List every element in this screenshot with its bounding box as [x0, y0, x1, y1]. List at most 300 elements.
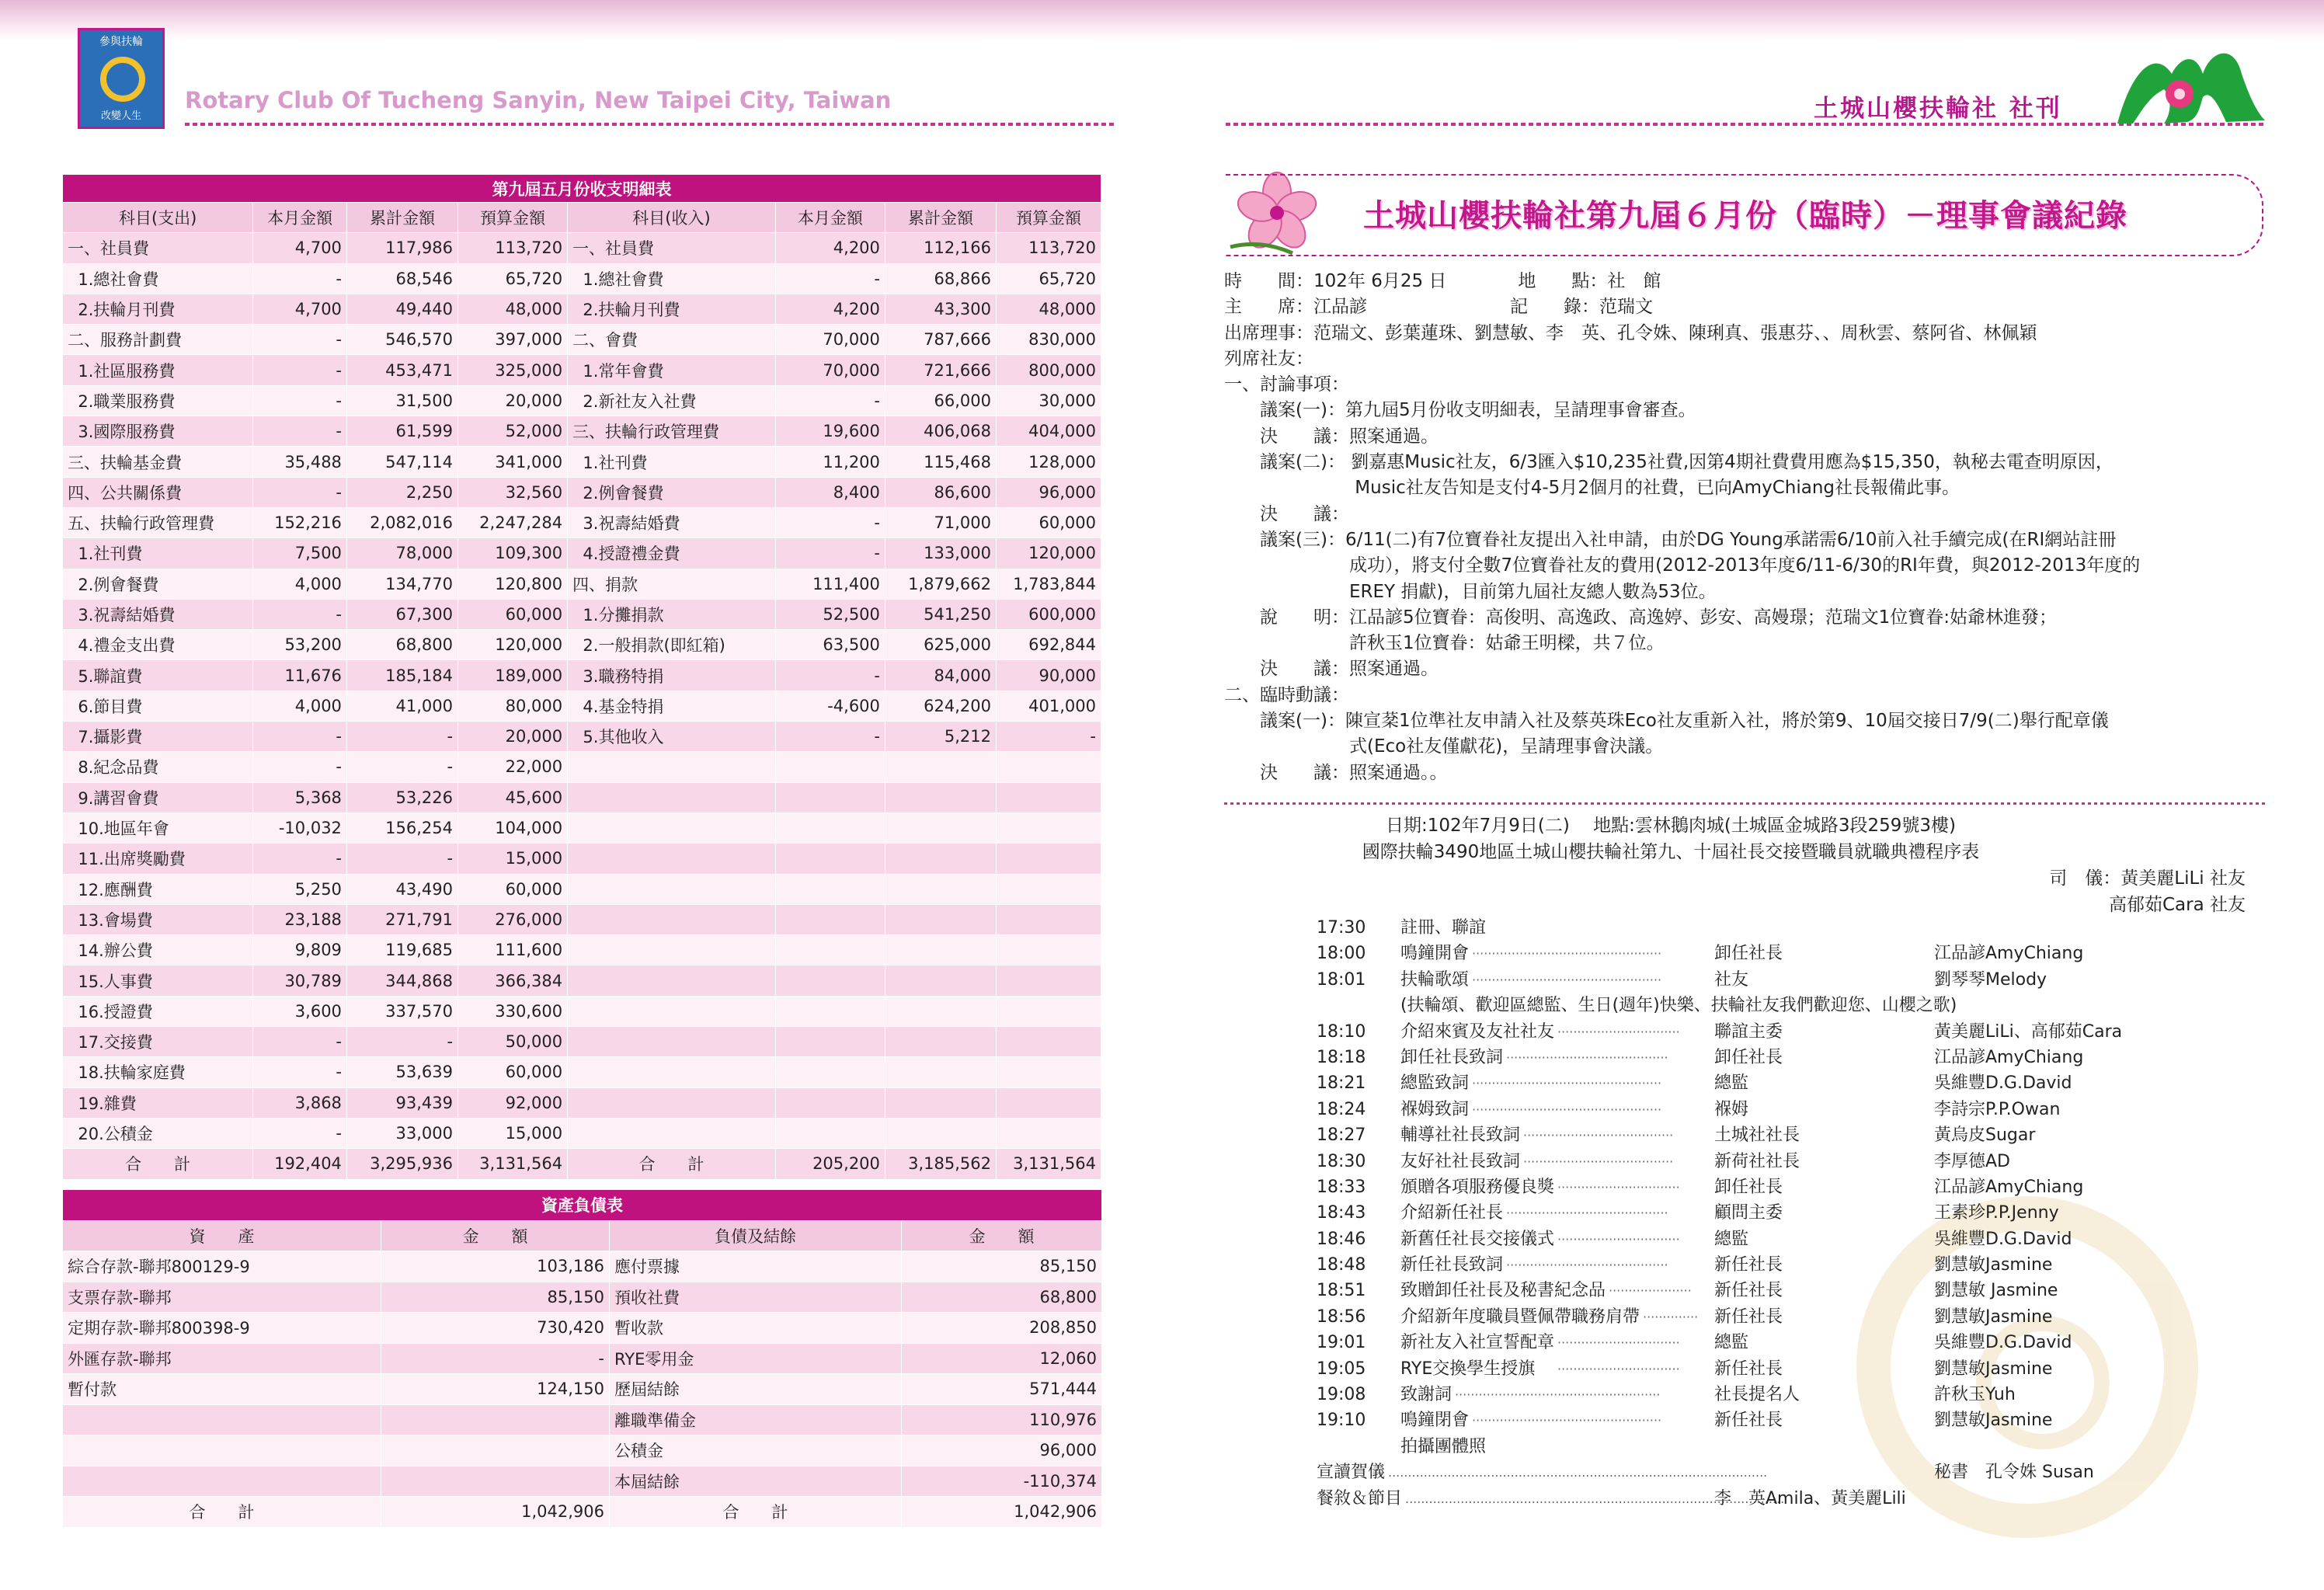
minutes-line: 決 議：: [1224, 503, 1349, 524]
program-time: 18:00: [1317, 944, 1366, 964]
table-header-cell: 金 額: [381, 1220, 610, 1251]
amount-cell: 625,000: [885, 630, 996, 660]
amount-cell: [775, 752, 885, 782]
amount-cell: -: [346, 722, 457, 752]
program-activity: 拍攝團體照: [1400, 1436, 1487, 1456]
program-activity: 新舊任社長交接儀式: [1400, 1229, 1555, 1249]
account-cell: 1.常年會費: [568, 355, 776, 385]
account-cell: [568, 904, 776, 934]
amount-cell: 19,600: [775, 416, 885, 447]
program-role: 顧問主委: [1714, 1203, 1783, 1223]
amount-cell: [381, 1466, 610, 1497]
account-cell: 應付票據: [610, 1251, 902, 1282]
dot-leader: ·······························: [1557, 1024, 1680, 1039]
account-cell: [568, 965, 776, 996]
amount-cell: 31,500: [346, 385, 457, 416]
amount-cell: 48,000: [458, 294, 568, 324]
amount-cell: 65,720: [458, 263, 568, 294]
account-cell: RYE零用金: [610, 1343, 902, 1374]
amount-cell: [775, 1027, 885, 1057]
amount-cell: 3,600: [253, 996, 347, 1026]
amount-cell: 134,770: [346, 569, 457, 599]
account-cell: 本屆結餘: [610, 1466, 902, 1497]
account-cell: 1.社區服務費: [63, 355, 253, 385]
top-band: [0, 0, 2324, 40]
amount-cell: -: [253, 416, 347, 447]
amount-cell: -: [346, 1027, 457, 1057]
table-row: [63, 477, 1101, 507]
amount-cell: [775, 844, 885, 874]
header-rule-left: [185, 123, 1117, 126]
amount-cell: -10,032: [253, 812, 347, 843]
program-activity: 致謝詞: [1400, 1385, 1452, 1405]
table-row: [63, 812, 1101, 843]
amount-cell: 1,042,906: [381, 1497, 610, 1528]
account-cell: 二、服務計劃費: [63, 325, 253, 355]
minutes-line: 決 議：照案通過。: [1224, 659, 1439, 680]
account-cell: 5.聯誼費: [63, 660, 253, 691]
program-person: 王素珍P.P.Jenny: [1934, 1203, 2059, 1223]
amount-cell: 404,000: [997, 416, 1101, 447]
amount-cell: 5,212: [885, 722, 996, 752]
table-row: [63, 1374, 1102, 1405]
amount-cell: 2,250: [346, 477, 457, 507]
account-cell: [63, 1466, 381, 1497]
amount-cell: 65,720: [997, 263, 1101, 294]
amount-cell: -: [775, 385, 885, 416]
program-activity: 註冊、聯誼: [1400, 918, 1487, 938]
table-row: [63, 263, 1101, 294]
amount-cell: 68,800: [346, 630, 457, 660]
program-role: 土城社社長: [1714, 1126, 1800, 1146]
program-time: 19:01: [1317, 1333, 1366, 1353]
account-cell: 暫收款: [610, 1313, 902, 1344]
amount-cell: 12,060: [902, 1343, 1102, 1374]
amount-cell: 4,700: [253, 294, 347, 324]
amount-cell: 397,000: [458, 325, 568, 355]
amount-cell: 66,000: [885, 385, 996, 416]
balance-sheet-table: [62, 1189, 1102, 1528]
amount-cell: 547,114: [346, 447, 457, 477]
rotary-wheel-icon: [100, 57, 145, 102]
program-role: 新任社長: [1714, 1281, 1783, 1301]
amount-cell: [885, 844, 996, 874]
account-cell: 14.辦公費: [63, 935, 253, 965]
program-role: 新任社長: [1714, 1306, 1783, 1327]
account-cell: 合 計: [610, 1497, 902, 1528]
account-cell: 6.節目費: [63, 691, 253, 721]
minutes-line: 一、討論事項：: [1224, 374, 1349, 395]
amount-cell: 133,000: [885, 538, 996, 569]
table-row: [63, 1251, 1102, 1282]
amount-cell: 830,000: [997, 325, 1101, 355]
amount-cell: 84,000: [885, 660, 996, 691]
amount-cell: 624,200: [885, 691, 996, 721]
table-header-cell: 金 額: [902, 1220, 1102, 1251]
program-time: 18:30: [1317, 1151, 1366, 1171]
program-activity: 介紹新年度職員暨佩帶職務肩帶: [1400, 1306, 1640, 1327]
table-row: [63, 844, 1101, 874]
table-row: [63, 965, 1101, 996]
account-cell: 3.祝壽結婚費: [63, 599, 253, 629]
program-time: 19:08: [1317, 1385, 1366, 1405]
minutes-line: EREY 捐獻)，目前第九屆社友總人數為53位。: [1224, 581, 1717, 602]
account-cell: 支票存款-聯邦: [63, 1282, 381, 1313]
minutes-line: 成功），將支付全數7位寶眷社友的費用(2012-2013年度6/11-6/30的RI年費，與2012-2013年度的: [1224, 555, 2141, 576]
dot-leader: ······································: [1523, 1128, 1674, 1143]
minutes-line: 許秋玉1位寶眷：姑爺王明樑，共７位。: [1224, 633, 1665, 654]
minutes-line: 議案(一)：第九屆5月份收支明細表，呈請理事會審查。: [1224, 400, 1696, 421]
amount-cell: 115,468: [885, 447, 996, 477]
amount-cell: [885, 935, 996, 965]
amount-cell: 109,300: [458, 538, 568, 569]
amount-cell: -: [997, 722, 1101, 752]
amount-cell: 113,720: [458, 233, 568, 263]
minutes-line: 出席理事：范瑞文、彭葉蓮珠、劉慧敏、李 英、孔令姝、陳琍真、張惠芬、、周秋雲、蔡阿省、林佩穎: [1224, 322, 2037, 343]
amount-cell: 60,000: [458, 874, 568, 904]
amount-cell: -: [253, 477, 347, 507]
table-row: [63, 722, 1101, 752]
program-time: 18:10: [1317, 1021, 1366, 1042]
account-cell: 10.地區年會: [63, 812, 253, 843]
amount-cell: -: [253, 844, 347, 874]
account-cell: 19.雜費: [63, 1087, 253, 1118]
amount-cell: 67,300: [346, 599, 457, 629]
account-cell: 3.職務特捐: [568, 660, 776, 691]
amount-cell: 9,809: [253, 935, 347, 965]
amount-cell: 53,226: [346, 782, 457, 812]
table-row: [63, 874, 1101, 904]
minutes-line: 議案(三)：6/11(二)有7位寶眷社友提出入社申請，由於DG Young承諾需6/10前入社手續完成(在RI網站註冊: [1224, 529, 2117, 550]
amount-cell: [775, 1057, 885, 1087]
amount-cell: -: [253, 355, 347, 385]
program-role: 褓姆: [1714, 1099, 1749, 1119]
account-cell: 8.紀念品費: [63, 752, 253, 782]
amount-cell: 721,666: [885, 355, 996, 385]
account-cell: 4.禮金支出費: [63, 630, 253, 660]
amount-cell: 96,000: [997, 477, 1101, 507]
amount-cell: 600,000: [997, 599, 1101, 629]
account-cell: 暫付款: [63, 1374, 381, 1405]
table-row: [63, 1404, 1102, 1435]
account-cell: 3.祝壽結婚費: [568, 507, 776, 538]
program-activity: 餐敘＆節目: [1317, 1488, 1403, 1508]
amount-cell: 156,254: [346, 812, 457, 843]
amount-cell: [997, 935, 1101, 965]
minutes-line: 列席社友：: [1224, 348, 1313, 369]
amount-cell: [997, 874, 1101, 904]
amount-cell: 33,000: [346, 1118, 457, 1148]
amount-cell: 117,986: [346, 233, 457, 263]
table-header-cell: 科目(支出): [63, 203, 253, 233]
program-activity: 新任社長致詞: [1400, 1255, 1504, 1275]
program-role: 社友: [1714, 969, 1749, 990]
program-time: 19:05: [1317, 1359, 1366, 1379]
program-time: 18:51: [1317, 1281, 1366, 1301]
program-person: 江品諺AmyChiang: [1934, 944, 2084, 964]
amount-cell: [997, 812, 1101, 843]
program-person: 許秋玉Yuh: [1934, 1385, 2016, 1405]
dot-leader: ················································: [1472, 946, 1662, 962]
amount-cell: [775, 935, 885, 965]
table-row: [63, 1149, 1101, 1179]
amount-cell: [997, 844, 1101, 874]
amount-cell: 15,000: [458, 1118, 568, 1148]
program-activity: 介紹新任社長: [1400, 1203, 1504, 1223]
amount-cell: 78,000: [346, 538, 457, 569]
amount-cell: 52,500: [775, 599, 885, 629]
account-cell: [568, 1057, 776, 1087]
amount-cell: 571,444: [902, 1374, 1102, 1405]
amount-cell: -: [253, 1027, 347, 1057]
account-cell: [63, 1404, 381, 1435]
dot-leader: ·······························: [1557, 1179, 1680, 1195]
account-cell: 合 計: [63, 1149, 253, 1179]
account-cell: 一、社員費: [63, 233, 253, 263]
amount-cell: [775, 965, 885, 996]
amount-cell: 120,000: [458, 630, 568, 660]
table-header-cell: 本月金額: [253, 203, 347, 233]
account-cell: 9.講習會費: [63, 782, 253, 812]
amount-cell: 23,188: [253, 904, 347, 934]
amount-cell: 189,000: [458, 660, 568, 691]
amount-cell: 70,000: [775, 355, 885, 385]
account-cell: 18.扶輪家庭費: [63, 1057, 253, 1087]
table-row: [63, 1282, 1102, 1313]
account-cell: 1.總社會費: [63, 263, 253, 294]
dot-leader: ·········································: [1506, 1049, 1668, 1065]
account-cell: 20.公積金: [63, 1118, 253, 1148]
program-activity: 友好社社長致詞: [1400, 1151, 1521, 1171]
account-cell: 7.攝影費: [63, 722, 253, 752]
program-role: 社長提名人: [1714, 1385, 1800, 1405]
minutes-line: 式(Eco社友僅獻花)，呈請理事會決議。: [1224, 736, 1664, 757]
amount-cell: 4,000: [253, 691, 347, 721]
dot-leader: ................................................................................................: [1405, 1491, 1785, 1506]
income-expense-table: [62, 174, 1101, 1180]
minutes-line: 決 議：照案通過。: [1224, 426, 1439, 447]
dot-leader: ................................................................................................: [1388, 1465, 1768, 1480]
table-header-cell: 預算金額: [458, 203, 568, 233]
amount-cell: 2,082,016: [346, 507, 457, 538]
amount-cell: 337,570: [346, 996, 457, 1026]
dot-leader: ·······························: [1557, 1335, 1680, 1351]
account-cell: [568, 874, 776, 904]
table-row: [63, 1027, 1101, 1057]
program-time: 19:10: [1317, 1411, 1366, 1431]
minutes-line: 議案(一)：陳宣棻1位準社友申請入社及蔡英珠Eco社友重新入社，將於第9、10屆交接日7/9(二)舉行配章儀: [1224, 711, 2109, 732]
amount-cell: [997, 1027, 1101, 1057]
minutes-line: 議案(二)： 劉嘉惠Music社友，6/3匯入$10,235社費,因第4期社費費用應為$15,350，執秘去電查明原因，: [1224, 452, 2114, 473]
minutes-line: 說 明：江品諺5位寶眷：高俊明、高逸政、高逸婷、彭安、高嫚璟；范瑞文1位寶眷:姑爺林進發；: [1224, 607, 2058, 628]
amount-cell: 3,131,564: [997, 1149, 1101, 1179]
table-header-cell: 累計金額: [885, 203, 996, 233]
dot-leader: ················································: [1472, 1076, 1662, 1091]
amount-cell: [885, 812, 996, 843]
account-cell: 一、社員費: [568, 233, 776, 263]
amount-cell: 341,000: [458, 447, 568, 477]
account-cell: [568, 812, 776, 843]
table-header-cell: 科目(收入): [568, 203, 776, 233]
amount-cell: 330,600: [458, 996, 568, 1026]
amount-cell: -: [775, 722, 885, 752]
table-row: [63, 233, 1101, 263]
amount-cell: 546,570: [346, 325, 457, 355]
program-date-place: 日期:102年7月9日(二) 地點:雲林鵝肉城(土城區金城路3段259號3樓): [1385, 816, 1957, 836]
program-person: 黃美麗LiLi、高郁茹Cara: [1934, 1021, 2123, 1042]
amount-cell: [775, 996, 885, 1026]
amount-cell: -: [253, 325, 347, 355]
program-title: 國際扶輪3490地區土城山櫻扶輪社第九、十屆社長交接暨職員就職典禮程序表: [1362, 842, 1980, 862]
account-cell: [568, 1087, 776, 1118]
rotary-logo: [78, 28, 165, 129]
amount-cell: [381, 1404, 610, 1435]
amount-cell: 124,150: [381, 1374, 610, 1405]
amount-cell: 5,250: [253, 874, 347, 904]
account-cell: 2.扶輪月刊費: [568, 294, 776, 324]
program-time: 18:01: [1317, 969, 1366, 990]
amount-cell: [997, 1087, 1101, 1118]
table-row: [63, 782, 1101, 812]
table-row: [63, 660, 1101, 691]
amount-cell: 205,200: [775, 1149, 885, 1179]
program-activity: 鳴鐘開會: [1400, 944, 1470, 964]
minutes-line: 時 間：102年 6月25 日 地 點：社 館: [1224, 271, 1661, 291]
amount-cell: -: [253, 385, 347, 416]
amount-cell: [775, 904, 885, 934]
amount-cell: 60,000: [458, 1057, 568, 1087]
program-role: 聯誼主委: [1714, 1021, 1783, 1042]
account-cell: [568, 1027, 776, 1057]
cherry-blossom-logo: [2110, 43, 2268, 136]
program-time: 18:24: [1317, 1099, 1366, 1119]
amount-cell: [885, 1057, 996, 1087]
amount-cell: 325,000: [458, 355, 568, 385]
amount-cell: 4,200: [775, 294, 885, 324]
amount-cell: 128,000: [997, 447, 1101, 477]
amount-cell: [997, 1057, 1101, 1087]
amount-cell: 15,000: [458, 844, 568, 874]
table-row: [63, 294, 1101, 324]
amount-cell: 30,000: [997, 385, 1101, 416]
amount-cell: [885, 1087, 996, 1118]
amount-cell: 208,850: [902, 1313, 1102, 1344]
account-cell: 11.出席獎勵費: [63, 844, 253, 874]
program-time: 18:43: [1317, 1203, 1366, 1223]
account-cell: 綜合存款-聯邦800129-9: [63, 1251, 381, 1282]
amount-cell: [885, 965, 996, 996]
amount-cell: 85,150: [902, 1251, 1102, 1282]
account-cell: 5.其他收入: [568, 722, 776, 752]
amount-cell: 110,976: [902, 1404, 1102, 1435]
table-row: [63, 935, 1101, 965]
amount-cell: 800,000: [997, 355, 1101, 385]
account-cell: 二、會費: [568, 325, 776, 355]
amount-cell: 271,791: [346, 904, 457, 934]
dot-leader: ·········································: [1506, 1206, 1668, 1221]
account-cell: 16.授證費: [63, 996, 253, 1026]
amount-cell: 2,247,284: [458, 507, 568, 538]
amount-cell: [997, 1118, 1101, 1148]
program-time: 18:46: [1317, 1229, 1366, 1249]
program-person: 吳維豐D.G.David: [1934, 1073, 2072, 1094]
program-person: 江品諺AmyChiang: [1934, 1177, 2084, 1197]
amount-cell: 35,488: [253, 447, 347, 477]
program-person: 吳維豐D.G.David: [1934, 1229, 2072, 1249]
amount-cell: 401,000: [997, 691, 1101, 721]
amount-cell: [775, 874, 885, 904]
table-header-cell: 預算金額: [997, 203, 1101, 233]
amount-cell: 52,000: [458, 416, 568, 447]
dot-leader: ······································: [1523, 1153, 1674, 1169]
program-role: 卸任社長: [1714, 1047, 1783, 1067]
amount-cell: -: [775, 263, 885, 294]
amount-cell: 49,440: [346, 294, 457, 324]
amount-cell: 120,000: [997, 538, 1101, 569]
minutes-body: [1224, 269, 2140, 786]
account-cell: 2.例會餐費: [63, 569, 253, 599]
account-cell: 四、捐款: [568, 569, 776, 599]
account-cell: 4.授證禮金費: [568, 538, 776, 569]
amount-cell: 406,068: [885, 416, 996, 447]
amount-cell: 63,500: [775, 630, 885, 660]
program-time: 18:18: [1317, 1047, 1366, 1067]
amount-cell: 20,000: [458, 385, 568, 416]
amount-cell: [775, 782, 885, 812]
amount-cell: 111,400: [775, 569, 885, 599]
amount-cell: 60,000: [997, 507, 1101, 538]
dot-leader: ················································: [1472, 1101, 1662, 1117]
amount-cell: 1,879,662: [885, 569, 996, 599]
program-person: 江品諺AmyChiang: [1934, 1047, 2084, 1067]
account-cell: [568, 782, 776, 812]
account-cell: [568, 996, 776, 1026]
program-role: 總監: [1714, 1073, 1749, 1094]
amount-cell: [775, 1118, 885, 1148]
program-person: 劉慧敏Jasmine: [1934, 1411, 2053, 1431]
amount-cell: [997, 904, 1101, 934]
program-time: 18:33: [1317, 1177, 1366, 1197]
amount-cell: 113,720: [997, 233, 1101, 263]
amount-cell: 1,783,844: [997, 569, 1101, 599]
program-activity: 卸任社長致詞: [1400, 1047, 1504, 1067]
program-header: [1224, 812, 2265, 918]
amount-cell: 104,000: [458, 812, 568, 843]
amount-cell: -: [253, 1118, 347, 1148]
account-cell: [568, 752, 776, 782]
program-activity: (扶輪頌、歡迎區總監、生日(週年)快樂、扶輪社友我們歡迎您、山櫻之歌): [1400, 996, 1957, 1016]
table-header-cell: 負債及結餘: [610, 1220, 902, 1251]
dot-leader: ················································: [1472, 1413, 1662, 1428]
amount-cell: 3,185,562: [885, 1149, 996, 1179]
program-activity: 介紹來賓及友社社友: [1400, 1021, 1555, 1042]
amount-cell: 60,000: [458, 599, 568, 629]
account-cell: 2.扶輪月刊費: [63, 294, 253, 324]
table-row: [63, 904, 1101, 934]
table-row: [63, 355, 1101, 385]
amount-cell: 119,685: [346, 935, 457, 965]
account-cell: 外匯存款-聯邦: [63, 1343, 381, 1374]
amount-cell: 61,599: [346, 416, 457, 447]
amount-cell: -: [253, 1057, 347, 1087]
program-mc-2: 高郁茹Cara 社友: [2108, 895, 2246, 915]
amount-cell: 22,000: [458, 752, 568, 782]
account-cell: 歷屆結餘: [610, 1374, 902, 1405]
account-cell: 2.例會餐費: [568, 477, 776, 507]
amount-cell: [885, 752, 996, 782]
amount-cell: -: [253, 752, 347, 782]
program-time: 18:27: [1317, 1126, 1366, 1146]
